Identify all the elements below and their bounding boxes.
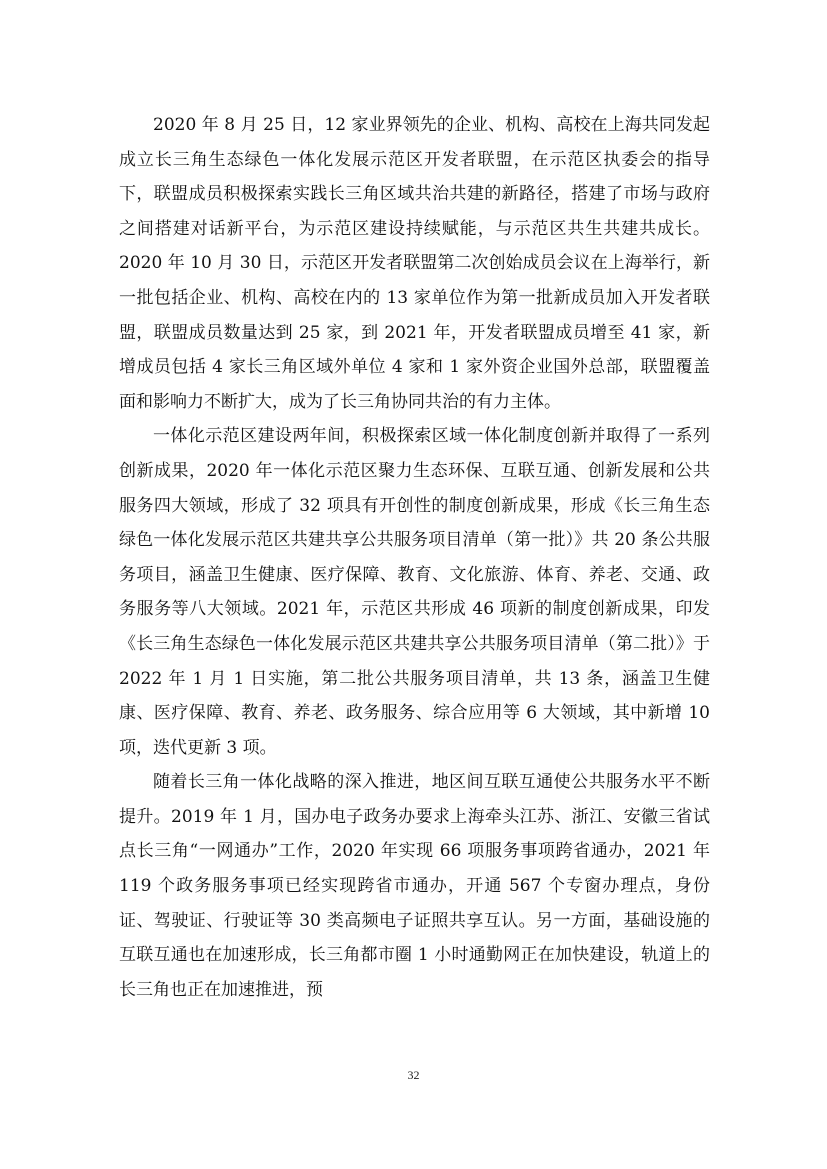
paragraph-institutional-innovation: 一体化示范区建设两年间，积极探索区域一体化制度创新并取得了一系列创新成果，2020 年一体化示范区聚力生态环保、互联互通、创新发展和公共服务四大领域，形成了 32 项具有开创性的制度创新成果，形成《长三角生态绿色一体化发展示范区共建共享公共服务项目清单（第一批）》共 20 条公共服务项目，涵盖卫生健康、医疗保障、教育、文化旅游、体育、养老、交通、政务服务等八大领域。2021 年，示范区共形成 46 项新的制度创新成果，印发《长三角生态绿色一体化发展示范区共建共享公共服务项目清单（第二批）》于 2022 年 1 月 1 日实施，第二批公共服务项目清单，共 13 条，涵盖卫生健康、医疗保障、教育、养老、政务服务、综合应用等 6 大领域，其中新增 10 项，迭代更新 3 项。: [119, 426, 710, 758]
paragraph-interconnection: 随着长三角一体化战略的深入推进，地区间互联互通使公共服务水平不断提升。2019 年 1 月，国办电子政务办要求上海牵头江苏、浙江、安徽三省试点长三角“一网通办”工作，2020 年实现 66 项服务事项跨省通办，2021 年 119 个政务服务事项已经实现跨省市通办，开通 567 个专窗办理点，身份证、驾驶证、行驶证等 30 类高频电子证照共享互认。另一方面，基础设施的互联互通也在加速形成，长三角都市圈 1 小时通勤网正在加快建设，轨道上的长三角也正在加速推进，预: [119, 772, 710, 1000]
paragraph-developer-alliance: 2020 年 8 月 25 日，12 家业界领先的企业、机构、高校在上海共同发起成立长三角生态绿色一体化发展示范区开发者联盟，在示范区执委会的指导下，联盟成员积极探索实践长三角区域共治共建的新路径，搭建了市场与政府之间搭建对话新平台，为示范区建设持续赋能，与示范区共生共建共成长。2020 年 10 月 30 日，示范区开发者联盟第二次创始成员会议在上海举行，新一批包括企业、机构、高校在内的 13 家单位作为第一批新成员加入开发者联盟，联盟成员数量达到 25 家，到 2021 年，开发者联盟成员增至 41 家，新增成员包括 4 家长三角区域外单位 4 家和 1 家外资企业国外总部，联盟覆盖面和影响力不断扩大，成为了长三角协同共治的有力主体。: [119, 115, 710, 412]
body-text: [119, 108, 710, 1007]
page-number: 32: [407, 1068, 420, 1082]
